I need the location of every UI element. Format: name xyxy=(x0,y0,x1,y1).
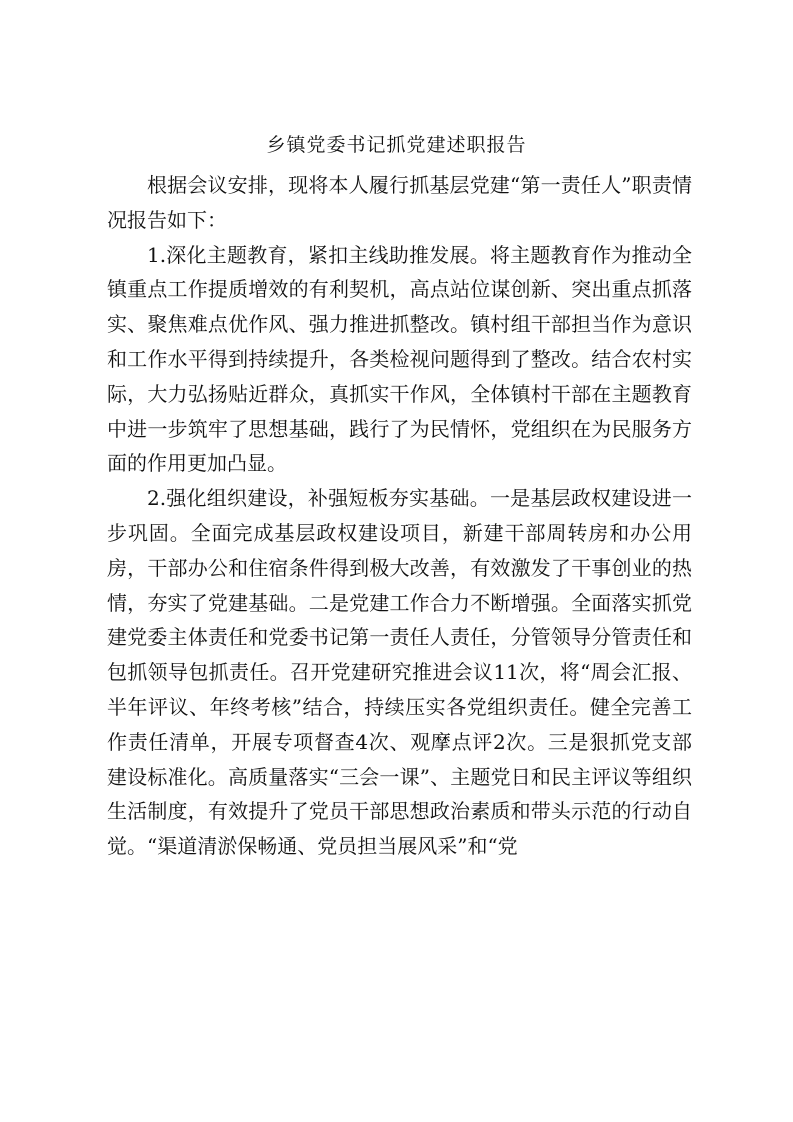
document-title: 乡镇党委书记抓党建述职报告 xyxy=(266,134,527,156)
section-2-paragraph: 2.强化组织建设，补强短板夯实基础。一是基层政权建设进一步巩固。全面完成基层政权建设项目，新建干部周转房和办公用房，干部办公和住宿条件得到极大改善，有效激发了干事创业的热情，夯实了党建基础。二是党建工作合力不断增强。全面落实抓党建党委主体责任和党委书记第一责任人责任，分管领导分管责任和包抓领导包抓责任。召开党建研究推进会议11次，将“周会汇报、半年评议、年终考核”结合，持续压实各党组织责任。健全完善工作责任清单，开展专项督查4次、观摩点评2次。三是狠抓党支部建设标准化。高质量落实“三会一课”、主题党日和民主评议等组织生活制度，有效提升了党员干部思想政治素质和带头示范的行动自觉。“渠道清淤保畅通、党员担当展风采”和“党 xyxy=(107,486,692,859)
intro-paragraph: 根据会议安排，现将本人履行抓基层党建“第一责任人”职责情况报告如下： xyxy=(107,173,692,232)
section-1-paragraph: 1.深化主题教育，紧扣主线助推发展。将主题教育作为推动全镇重点工作提质增效的有利契机，高点站位谋创新、突出重点抓落实、聚焦难点优作风、强力推进抓整改。镇村组干部担当作为意识和工作水平得到持续提升，各类检视问题得到了整改。结合农村实际，大力弘扬贴近群众，真抓实干作风，全体镇村干部在主题教育中进一步筑牢了思想基础，践行了为民情怀，党组织在为民服务方面的作用更加凸显。 xyxy=(107,242,692,476)
document-body xyxy=(107,168,692,864)
